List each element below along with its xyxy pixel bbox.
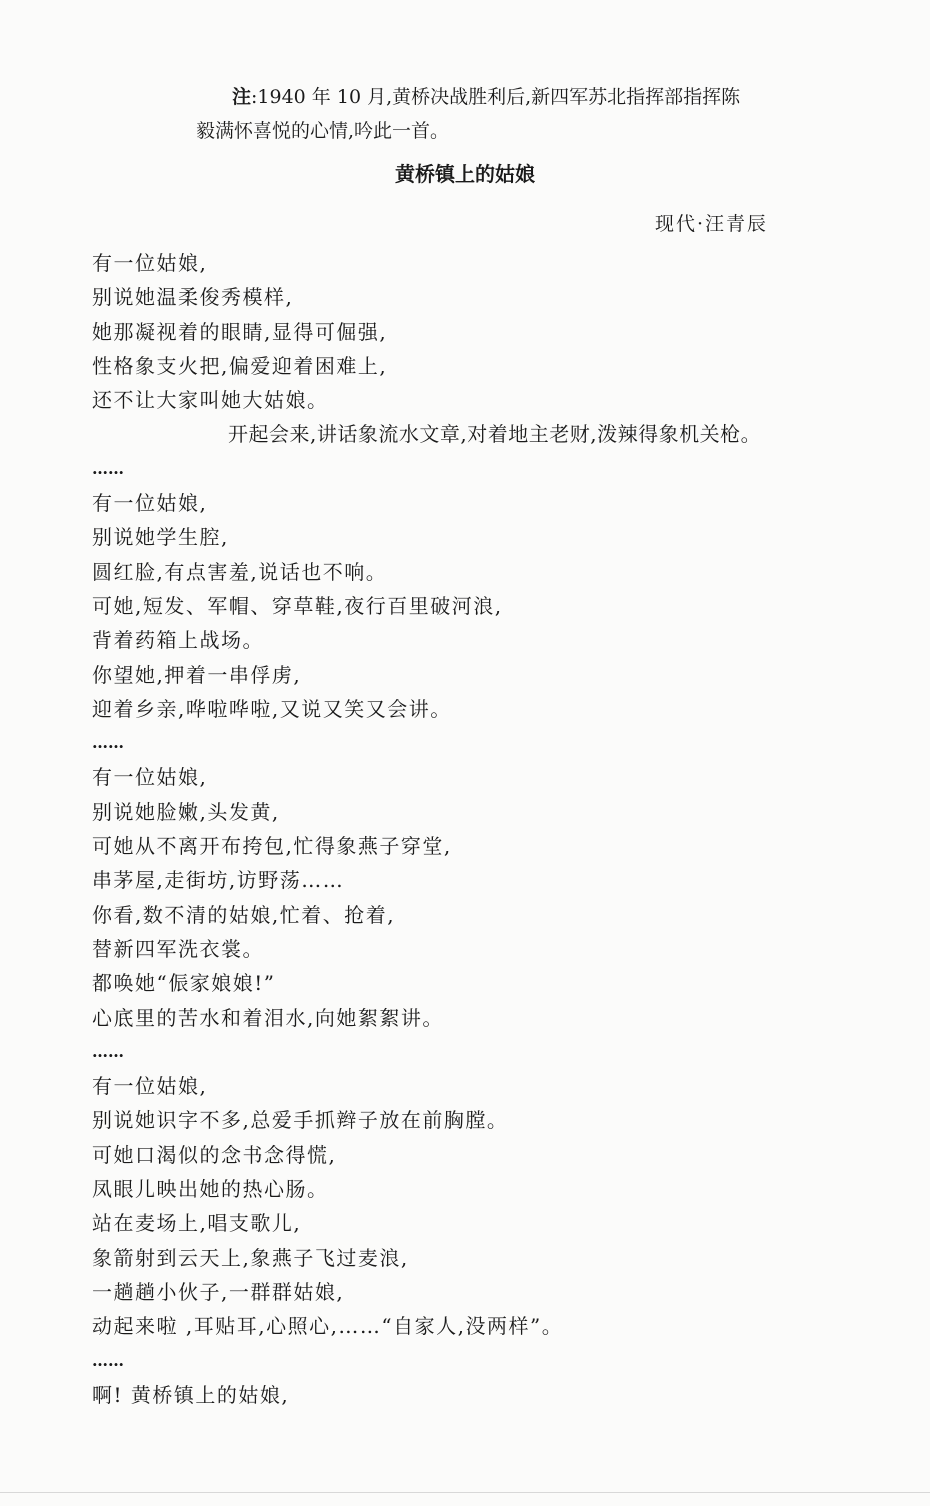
poem-line: 啊! 黄桥镇上的姑娘, [92,1382,290,1407]
poem-line: 圆红脸,有点害羞,说话也不响。 [92,559,388,584]
poem-line: 有一位姑娘, [92,765,208,790]
note-label: 注 [232,86,252,108]
poem-author: 现代·汪青辰 [654,213,768,235]
note-line-2: 毅满怀喜悦的心情,吟此一首。 [196,120,450,142]
poem-line: 一趟趟小伙子,一群群姑娘, [92,1279,345,1304]
poem-line: 有一位姑娘, [92,491,208,516]
poem-line: 串茅屋,走街坊,访野荡…… [92,868,345,893]
poem-line: 你望她,押着一串俘虏, [92,662,302,687]
poem-line: 心底里的苦水和着泪水,向她絮絮讲。 [92,1005,444,1030]
note-line-1 [196,80,796,114]
poem-line: 开起会来,讲话象流水文章,对着地主老财,泼辣得象机关枪。 [228,422,762,447]
poem-ellipsis: …… [92,458,124,478]
note-paragraph [196,80,796,148]
poem-ellipsis: …… [92,733,124,753]
poem-line: 别说她脸嫩,头发黄, [92,799,280,824]
poem-line: 站在麦场上,唱支歌儿, [92,1211,302,1236]
poem-line: 凤眼儿映出她的热心肠。 [92,1177,329,1202]
poem-line: 性格象支火把,偏爱迎着困难上, [92,353,388,378]
poem-line: 象箭射到云天上,象燕子飞过麦浪, [92,1245,409,1270]
poem-line: 迎着乡亲,哗啦哗啦,又说又笑又会讲。 [92,696,452,721]
poem-line: 别说她识字不多,总爱手抓辫子放在前胸膛。 [92,1108,509,1133]
poem-line: 可她从不离开布挎包,忙得象燕子穿堂, [92,834,452,859]
poem-line: 你看,数不清的姑娘,忙着、抢着, [92,902,396,927]
poem-ellipsis: …… [92,1041,124,1061]
poem-line: 动起来啦 ,耳贴耳,心照心,……“自家人,没两样”。 [92,1314,564,1339]
poem-line: 有一位姑娘, [92,251,208,275]
page-bottom-rule [0,1492,930,1493]
poem-line: 替新四军洗衣裳。 [92,936,264,961]
poem-line: 她那凝视着的眼睛,显得可倔强, [92,319,388,344]
note-line-1-text: :1940 年 10 月,黄桥决战胜利后,新四军苏北指挥部指挥陈 [251,86,741,108]
poem-line: 还不让大家叫她大姑娘。 [92,388,329,413]
poem-line: 有一位姑娘, [92,1074,208,1099]
poem-ellipsis: …… [92,1350,124,1370]
poem-line: 别说她学生腔, [92,525,229,550]
poem-line: 别说她温柔俊秀模样, [92,285,294,310]
poem-line: 可她,短发、军帽、穿草鞋,夜行百里破河浪, [92,593,503,618]
poem-line: 可她口渴似的念书念得慌, [92,1142,337,1167]
poem-body [92,246,852,1412]
poem-line: 都唤她“侲家娘娘!” [92,971,276,996]
poem-title: 黄桥镇上的姑娘 [395,162,535,186]
poem-line: 背着药箱上战场。 [92,628,264,653]
